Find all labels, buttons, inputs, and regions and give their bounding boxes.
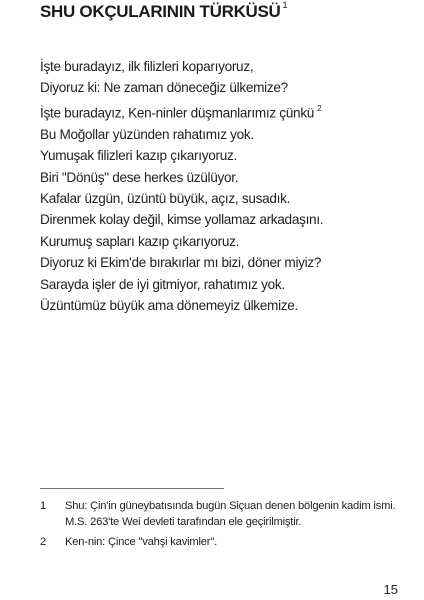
footnote-2	[40, 534, 400, 550]
poem-line: İşte buradayız, ilk filizleri koparıyoruz,	[40, 59, 254, 74]
title-text: SHU OKÇULARININ TÜRKÜSÜ	[40, 2, 281, 21]
footnote-text: Ken-nin: Çince "vahşi kavimler".	[65, 536, 218, 548]
footnote-number: 1	[40, 500, 47, 512]
poem-line: Diyoruz ki: Ne zaman döneceğiz ülkemize?	[40, 80, 288, 96]
poem-line: Sarayda işler de iyi gitmiyor, rahatımız yok.	[40, 276, 285, 292]
poem-line: Kurumuş sapları kazıp çıkarıyoruz.	[40, 233, 240, 249]
page-number: 15	[383, 582, 398, 597]
poem-line-text: İşte buradayız, Ken-ninler düşmanlarımız çünkü	[40, 105, 315, 121]
poem-line: Direnmek kolay değil, kimse yollamaz arkadaşını.	[40, 212, 324, 228]
footnote-1	[40, 498, 400, 530]
poem	[40, 56, 400, 316]
poem-line: Biri "Dönüş" dese herkes üzülüyor.	[40, 169, 239, 185]
poem-line: Kafalar üzgün, üzüntü büyük, açız, susadık.	[40, 190, 291, 206]
title-footnote-ref[interactable]: 1	[282, 0, 288, 11]
page-title	[40, 2, 287, 22]
footnote-text: Shu: Çin'in güneybatısında bugün Siçuan denen bölgenin kadim ismi.	[65, 500, 396, 512]
poem-line: Bu Moğollar yüzünden rahatımız yok.	[40, 126, 254, 142]
footnote-divider	[40, 488, 224, 489]
footnote-number: 2	[40, 536, 47, 548]
footnote-text-continued: M.S. 263'te Wei devleti tarafından ele geçirilmiştir.	[65, 516, 302, 528]
poem-line: Yumuşak filizleri kazıp çıkarıyoruz.	[40, 148, 237, 164]
poem-line: Diyoruz ki Ekim'de bırakırlar mı bizi, döner miyiz?	[40, 255, 322, 271]
poem-footnote-ref[interactable]: 2	[317, 103, 322, 113]
poem-line	[40, 99, 400, 124]
poem-line: Üzüntümüz büyük ama dönemeyiz ülkemize.	[40, 298, 299, 313]
